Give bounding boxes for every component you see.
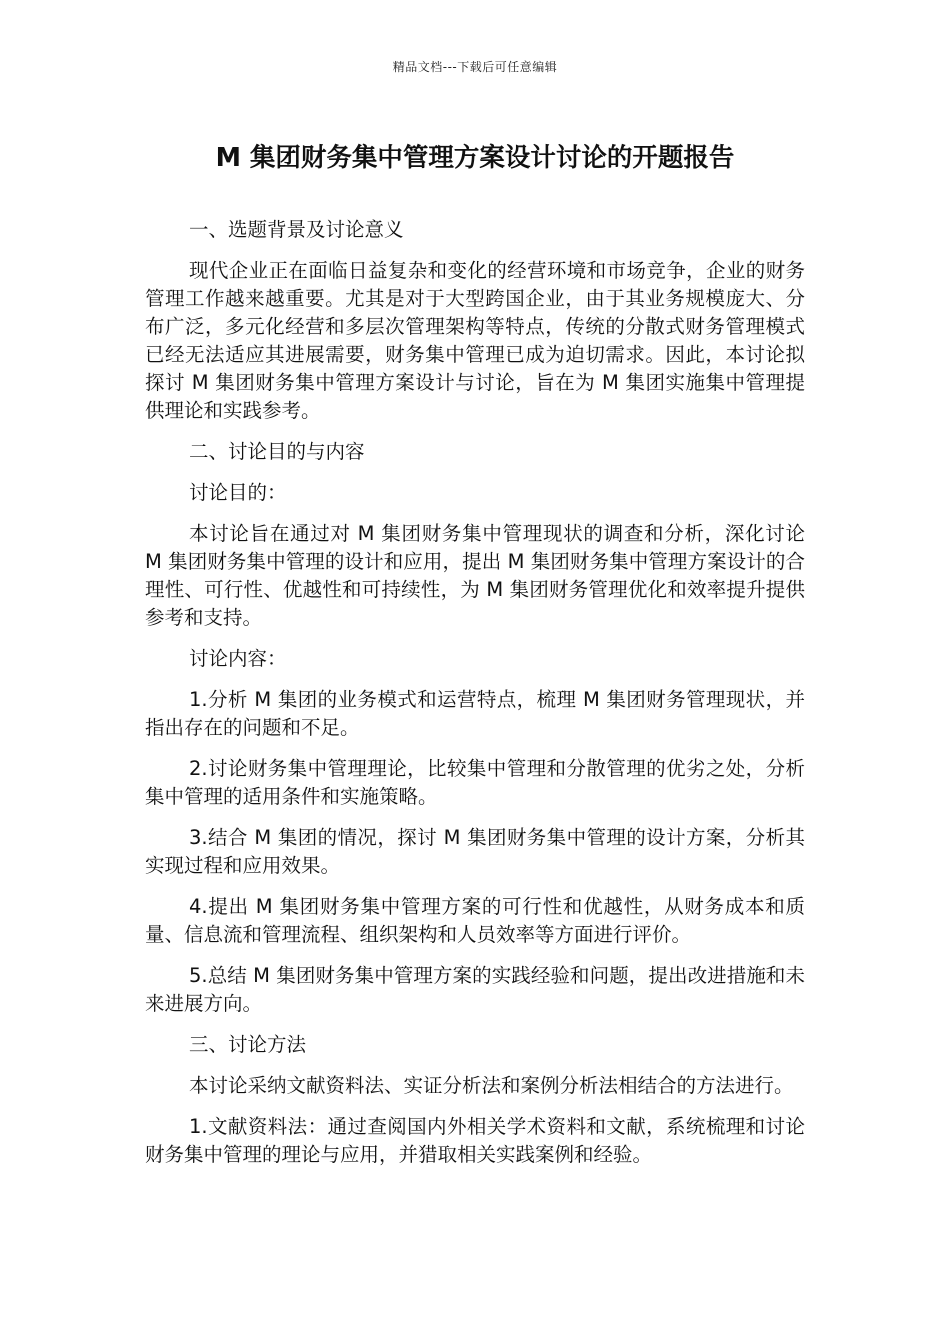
section-heading-background: 一、选题背景及讨论意义 [189,218,404,241]
content-item-3: 3.结合 M 集团的情况，探讨 M 集团财务集中管理的设计方案，分析其实现过程和应用效果。 [145,826,805,877]
document-body [145,216,805,1182]
methods-paragraph: 本讨论采纳文献资料法、实证分析法和案例分析法相结合的方法进行。 [189,1074,794,1097]
section-heading-methods: 三、讨论方法 [189,1033,307,1056]
goal-label: 讨论目的： [189,481,287,504]
document-title: M 集团财务集中管理方案设计讨论的开题报告 [215,143,735,173]
header-note: 精品文档---下载后可任意编辑 [392,60,558,74]
content-item-4: 4.提出 M 集团财务集中管理方案的可行性和优越性，从财务成本和质量、信息流和管理流程、组织架构和人员效率等方面进行评价。 [145,895,805,946]
goal-paragraph: 本讨论旨在通过对 M 集团财务集中管理现状的调查和分析，深化讨论 M 集团财务集中管理的设计和应用，提出 M 集团财务集中管理方案设计的合理性、可行性、优越性和可持续性，为 M 集团财务管理优化和效率提升提供参考和支持。 [145,522,805,629]
content-label: 讨论内容： [189,647,287,670]
content-item-2: 2.讨论财务集中管理理论，比较集中管理和分散管理的优劣之处，分析集中管理的适用条件和实施策略。 [145,757,805,808]
content-item-5: 5.总结 M 集团财务集中管理方案的实践经验和问题，提出改进措施和未来进展方向。 [145,964,805,1015]
method-item-1: 1.文献资料法：通过查阅国内外相关学术资料和文献，系统梳理和讨论财务集中管理的理论与应用，并猎取相关实践案例和经验。 [145,1115,805,1166]
background-paragraph: 现代企业正在面临日益复杂和变化的经营环境和市场竞争，企业的财务管理工作越来越重要。尤其是对于大型跨国企业，由于其业务规模庞大、分布广泛，多元化经营和多层次管理架构等特点，传统的分散式财务管理模式已经无法适应其进展需要，财务集中管理已成为迫切需求。因此，本讨论拟探讨 M 集团财务集中管理方案设计与讨论，旨在为 M 集团实施集中管理提供理论和实践参考。 [145,259,805,422]
section-heading-goals: 二、讨论目的与内容 [189,440,365,463]
content-item-1: 1.分析 M 集团的业务模式和运营特点，梳理 M 集团财务管理现状，并指出存在的问题和不足。 [145,688,805,739]
